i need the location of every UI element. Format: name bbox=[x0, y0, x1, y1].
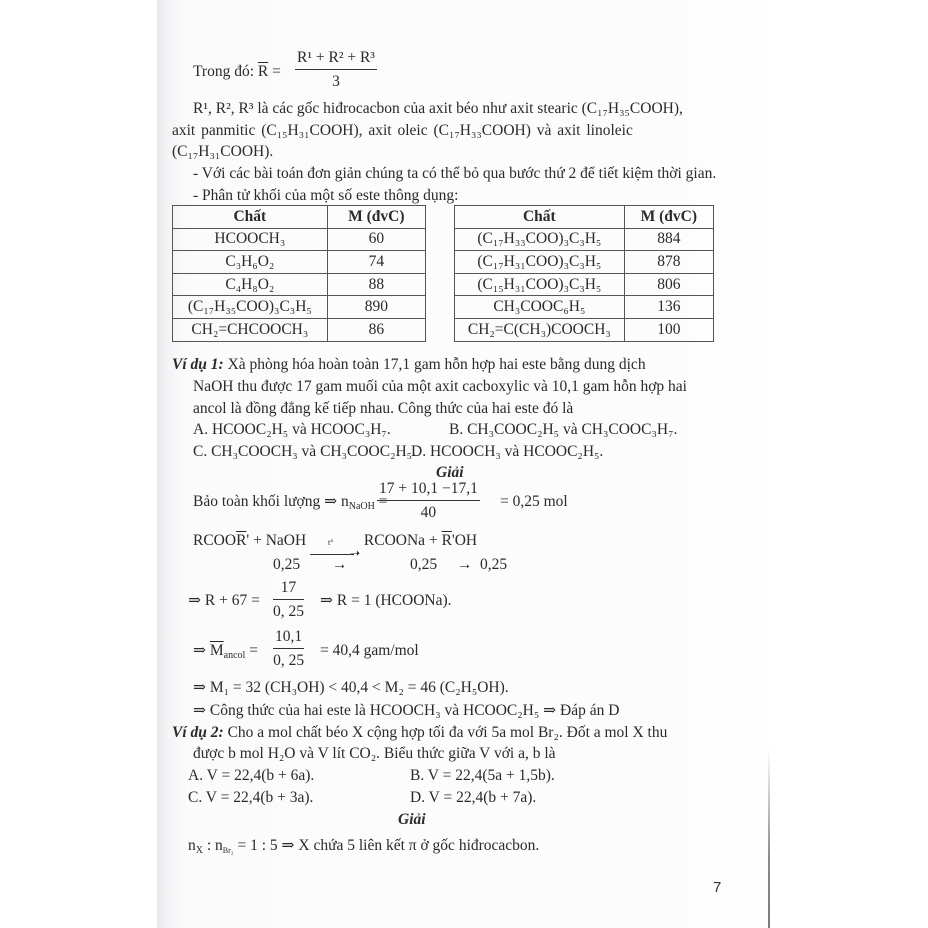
text: RCOONa + bbox=[363, 532, 442, 549]
fraction-r bbox=[273, 580, 304, 619]
table-header-row bbox=[455, 206, 714, 229]
cell-substance: C₃H₆O₂ bbox=[173, 251, 328, 274]
fraction-numerator: 10,1 bbox=[273, 629, 304, 649]
step-r-result: ⇒ R = 1 (HCOONa). bbox=[320, 592, 452, 609]
table-row bbox=[173, 228, 426, 251]
molar-mass-table-right bbox=[454, 205, 714, 342]
text: RCOO bbox=[193, 532, 237, 549]
header-mass: M (đvC) bbox=[327, 206, 425, 229]
m-ancol-result: = 40,4 gam/mol bbox=[320, 642, 419, 659]
formula-prefix: Trong đó: bbox=[193, 63, 258, 80]
step-r-prefix: ⇒ R + 67 = bbox=[188, 592, 260, 609]
table-row bbox=[173, 273, 426, 296]
page-number: 7 bbox=[713, 879, 722, 896]
table-row bbox=[455, 318, 714, 341]
cell-mass: 100 bbox=[624, 318, 713, 341]
example2-option-a: A. V = 22,4(b + 6a). bbox=[188, 767, 315, 784]
cell-mass: 88 bbox=[327, 273, 425, 296]
cell-mass: 878 bbox=[624, 251, 713, 274]
example2-question-line1 bbox=[172, 725, 667, 741]
cell-substance: CH₂=CHCOOCH₃ bbox=[173, 318, 328, 341]
reaction-condition: t° bbox=[328, 538, 334, 547]
fraction-denominator: 0, 25 bbox=[273, 651, 305, 669]
cell-substance: (C₁₅H₃₁COO)₃C₃H₅ bbox=[455, 273, 625, 296]
formula-r-bar: Trong đó: $\overline{R}$ = bbox=[193, 63, 281, 80]
table-row bbox=[455, 273, 714, 296]
subscript: Br₂ bbox=[222, 846, 234, 855]
example2-solution-line bbox=[188, 838, 539, 854]
note-molar-mass: - Phân tử khối của một số este thông dụng: bbox=[193, 187, 459, 204]
moles-arrow-icon: → bbox=[332, 556, 348, 573]
fraction-numerator: 17 + 10,1 −17,1 bbox=[377, 481, 480, 501]
header-mass: M (đvC) bbox=[624, 206, 713, 229]
text: = bbox=[245, 642, 258, 659]
cell-mass: 60 bbox=[327, 228, 425, 251]
table-header-row bbox=[173, 206, 426, 229]
r-bar-symbol: $\overline{R}$ bbox=[257, 63, 269, 80]
example1-solution-title: Giải bbox=[436, 464, 464, 481]
cell-mass: 74 bbox=[327, 251, 425, 274]
cell-mass: 884 bbox=[624, 228, 713, 251]
subscript: ancol bbox=[223, 650, 246, 661]
r-bar-symbol: $\overline{R}$ bbox=[441, 532, 452, 549]
cell-substance: CH₃COOC₆H₅ bbox=[455, 296, 625, 319]
moles-alcohol: 0,25 bbox=[480, 556, 508, 573]
example1-label: Ví dụ 1: bbox=[172, 356, 224, 373]
text: ⇒ bbox=[193, 642, 210, 659]
n-naoh-result: = 0,25 mol bbox=[500, 493, 568, 510]
fraction-m-ancol bbox=[273, 629, 304, 668]
moles-arrow-icon: → bbox=[457, 556, 473, 573]
step-m-ancol bbox=[193, 643, 258, 659]
r-symbols: R¹, R², R³ bbox=[193, 100, 254, 117]
table-row bbox=[173, 296, 426, 319]
mass-conservation-line bbox=[193, 494, 387, 510]
subscript: X bbox=[195, 845, 203, 856]
example2-option-c: C. V = 22,4(b + 3a). bbox=[188, 789, 314, 806]
example1-option-a: A. HCOOC₂H₅ và HCOOC₃H₇. bbox=[193, 421, 391, 438]
step-m1-m2: ⇒ M₁ = 32 (CH₃OH) < 40,4 < M₂ = 46 (C₂H₅OH). bbox=[193, 679, 509, 696]
text: là các gốc hiđrocacbon của axit béo như axit stearic (C₁₇H₃₅COOH), bbox=[253, 100, 683, 117]
example1-option-d: D. HCOOCH₃ và HCOOC₂H₅. bbox=[411, 443, 604, 460]
cell-substance: (C₁₇H₃₁COO)₃C₃H₅ bbox=[455, 251, 625, 274]
text: Xà phòng hóa hoàn toàn 17,1 gam hỗn hợp hai este bằng dung dịch bbox=[223, 356, 646, 373]
table-row bbox=[455, 228, 714, 251]
formula-r-fraction bbox=[295, 50, 377, 89]
fraction-denominator: 3 bbox=[332, 72, 340, 90]
m-bar-symbol: $\overline{M}$ bbox=[209, 642, 224, 659]
page-spine-line bbox=[768, 750, 770, 928]
fraction-denominator: 40 bbox=[420, 503, 437, 521]
text: Cho a mol chất béo X cộng hợp tối đa với 5a mol Br₂. Đốt a mol X thu bbox=[223, 724, 668, 741]
step-conclusion: ⇒ Công thức của hai este là HCOOCH₃ và HCOOC₂H₅ ⇒ Đáp án D bbox=[193, 702, 620, 719]
example1-option-b: B. CH₃COOC₂H₅ và CH₃COOC₃H₇. bbox=[449, 421, 678, 438]
paragraph-r-line1 bbox=[193, 101, 683, 117]
cell-mass: 806 bbox=[624, 273, 713, 296]
text: = bbox=[374, 493, 388, 510]
text: ' + NaOH bbox=[246, 532, 307, 549]
cell-mass: 890 bbox=[327, 296, 425, 319]
header-substance: Chất bbox=[173, 206, 328, 229]
note-skip-step: - Với các bài toán đơn giản chúng ta có thể bỏ qua bước thứ 2 để tiết kiệm thời gian. bbox=[193, 165, 717, 182]
moles-salt: 0,25 bbox=[410, 556, 438, 573]
example1-question-line2: NaOH thu được 17 gam muối của một axit cacboxylic và 10,1 gam hỗn hợp hai bbox=[193, 378, 687, 395]
cell-substance: (C₁₇H₃₃COO)₃C₃H₅ bbox=[455, 228, 625, 251]
header-substance: Chất bbox=[455, 206, 625, 229]
fraction-denominator: 0, 25 bbox=[273, 602, 304, 620]
example2-question-line2: được b mol H₂O và V lít CO₂. Biểu thức giữa V với a, b là bbox=[193, 745, 556, 762]
cell-mass: 86 bbox=[327, 318, 425, 341]
table-row bbox=[173, 251, 426, 274]
example2-label: Ví dụ 2: bbox=[172, 724, 224, 741]
fraction-numerator: R¹ + R² + R³ bbox=[295, 50, 377, 70]
paragraph-r-line3: (C₁₇H₃₁COOH). bbox=[172, 143, 274, 160]
cell-substance: CH₂=C(CH₃)COOCH₃ bbox=[455, 318, 625, 341]
cell-substance: C₄H₈O₂ bbox=[173, 273, 328, 296]
example1-option-c: C. CH₃COOCH₃ và CH₃COOC₂H₅. bbox=[193, 443, 416, 460]
text: = 1 : 5 ⇒ X chứa 5 liên kết π ở gốc hiđrocacbon. bbox=[233, 837, 540, 854]
example1-question-line1 bbox=[172, 357, 646, 373]
text: 'OH bbox=[451, 532, 478, 549]
reaction-equation: $RCOO\overline{R}'$ + NaOH ➝ t° RCOONa + $\overline{R}'OH$ bbox=[193, 532, 478, 560]
paragraph-r-line2: axit panmitic (C₁₅H₃₁COOH), axit oleic (C₁₇H₃₃COOH) và axit linoleic bbox=[172, 122, 633, 139]
fraction-numerator: 17 bbox=[273, 580, 304, 600]
cell-mass: 136 bbox=[624, 296, 713, 319]
moles-naoh: 0,25 bbox=[273, 556, 301, 573]
example2-solution-title: Giải bbox=[398, 811, 426, 828]
fraction-n-naoh bbox=[374, 480, 480, 521]
molar-mass-table-left bbox=[172, 205, 426, 342]
table-row bbox=[455, 296, 714, 319]
text: : n bbox=[202, 837, 223, 854]
table-row bbox=[173, 318, 426, 341]
text: Bảo toàn khối lượng ⇒ n bbox=[193, 493, 349, 510]
cell-substance: HCOOCH₃ bbox=[173, 228, 328, 251]
subscript: NaOH bbox=[348, 501, 375, 512]
cell-substance: (C₁₇H₃₅COO)₃C₃H₅ bbox=[173, 296, 328, 319]
r-bar-symbol: $\overline{R}$ bbox=[236, 532, 247, 549]
table-row bbox=[455, 251, 714, 274]
example1-question-line3: ancol là đồng đẳng kế tiếp nhau. Công thức của hai este đó là bbox=[193, 400, 574, 417]
example2-option-d: D. V = 22,4(b + 7a). bbox=[410, 789, 537, 806]
example2-option-b: B. V = 22,4(5a + 1,5b). bbox=[410, 767, 555, 784]
text: n bbox=[188, 837, 196, 854]
